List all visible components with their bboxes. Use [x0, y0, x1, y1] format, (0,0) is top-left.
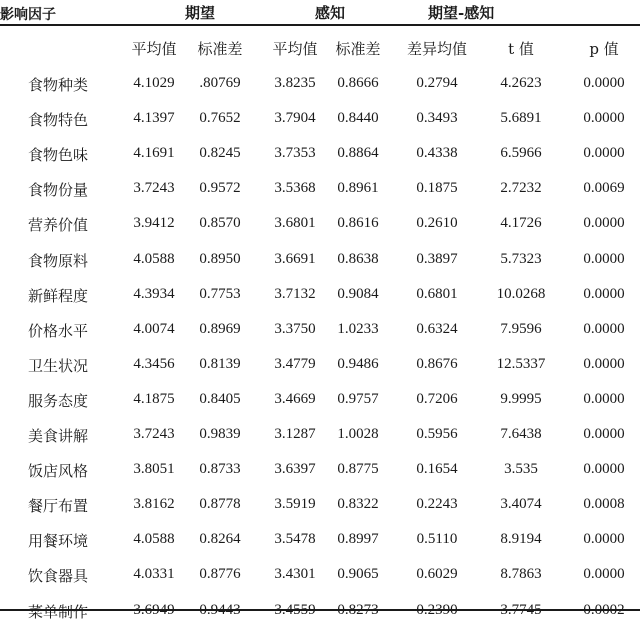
table-cell: 0.8245	[199, 145, 241, 162]
table-cell: 0.0000	[583, 461, 625, 478]
table-cell: 3.535	[504, 461, 538, 478]
table-cell: 3.4669	[274, 390, 316, 407]
table-cell: 0.2794	[416, 75, 458, 91]
table-cell: 1.0233	[337, 320, 379, 337]
group-header: 期望	[185, 4, 216, 22]
table-cell: 0.0000	[583, 390, 625, 407]
table-cell: 0.7652	[199, 110, 241, 127]
table-cell: 4.0331	[133, 566, 175, 583]
table-cell: 0.9572	[199, 180, 241, 197]
factor-label: 美食讲解	[28, 427, 89, 445]
table-cell: 3.7745	[500, 601, 542, 618]
table-cell: 4.1397	[133, 110, 175, 127]
table-cell: 3.6397	[274, 461, 316, 478]
table-cell: 3.9412	[133, 215, 175, 232]
table-cell: 3.1287	[274, 426, 316, 442]
table-cell: 0.8961	[337, 180, 379, 197]
group-header: 感知	[315, 4, 346, 22]
table-cell: 3.4559	[274, 601, 316, 618]
table-cell: 0.8616	[337, 215, 379, 232]
table-cell: 0.0000	[583, 215, 625, 232]
table-cell: 0.8264	[199, 531, 241, 548]
table-cell: 0.8676	[416, 355, 458, 372]
column-header: 平均值	[131, 40, 177, 58]
table-cell: 5.6891	[500, 110, 542, 127]
table-cell: 0.9839	[199, 426, 241, 442]
table-cell: 0.0069	[583, 180, 625, 197]
table-cell: 0.9486	[337, 355, 379, 372]
group-header: 期望-感知	[428, 4, 495, 22]
table-cell: 0.0000	[583, 75, 625, 91]
table-cell: 0.1654	[416, 461, 458, 478]
table-cell: 6.5966	[500, 145, 542, 162]
table-cell: 4.0588	[133, 531, 175, 548]
table-cell: .80769	[199, 75, 241, 91]
table-cell: 0.3897	[416, 250, 458, 267]
factor-label: 卫生状况	[28, 356, 89, 375]
table-cell: 0.9065	[337, 566, 379, 583]
table-cell: 4.3934	[133, 285, 175, 302]
table-cell: 0.6029	[416, 566, 458, 583]
table-cell: 0.0000	[583, 531, 625, 548]
table-cell: 0.8969	[199, 320, 241, 337]
table-cell: 3.4301	[274, 566, 316, 583]
table-cell: 0.6801	[416, 285, 458, 302]
table-cell: 7.9596	[500, 320, 542, 337]
factor-label: 服务态度	[28, 391, 89, 410]
factor-label: 食物色味	[28, 146, 89, 165]
table-cell: 0.8997	[337, 531, 379, 548]
table-cell: 0.0000	[583, 285, 625, 302]
table-cell: 0.0000	[583, 426, 625, 442]
table-cell: 3.7132	[274, 285, 316, 302]
table-cell: 4.1029	[133, 75, 175, 91]
table-cell: 0.8638	[337, 250, 379, 267]
table-cell: 0.0000	[583, 145, 625, 162]
table-cell: 3.4779	[274, 355, 316, 372]
table-cell: 0.8775	[337, 461, 379, 478]
table-cell: 0.0000	[583, 110, 625, 127]
table-cell: 0.9443	[199, 601, 241, 618]
table-cell: 0.0000	[583, 250, 625, 267]
factor-label: 价格水平	[28, 321, 89, 340]
factor-label: 餐厅布置	[28, 497, 89, 516]
table-cell: 0.2243	[416, 496, 458, 513]
table-cell: 0.5956	[416, 426, 458, 442]
table-cell: 4.1726	[500, 215, 542, 232]
table-cell: 0.8322	[337, 496, 379, 513]
table-cell: 0.7753	[199, 285, 241, 302]
table-cell: 0.7206	[416, 390, 458, 407]
table-cell: 0.0000	[583, 566, 625, 583]
table-cell: 3.6949	[133, 601, 175, 618]
factor-label: 食物份量	[28, 181, 89, 200]
table-cell: 0.8733	[199, 461, 241, 478]
table-cell: 0.8776	[199, 566, 241, 583]
table-cell: 4.0074	[133, 320, 175, 337]
table-cell: 9.9995	[500, 390, 542, 407]
table-cell: 3.8235	[274, 75, 316, 91]
column-header: t 值	[508, 40, 534, 58]
table-cell: 3.3750	[274, 320, 316, 337]
table-cell: 0.0000	[583, 355, 625, 372]
table-cell: 2.7232	[500, 180, 542, 197]
factor-label: 营养价值	[28, 216, 89, 235]
table-cell: 3.7353	[274, 145, 316, 162]
table-cell: 0.3493	[416, 110, 458, 127]
table-cell: 4.3456	[133, 355, 175, 372]
table-cell: 3.5478	[274, 531, 316, 548]
table-cell: 0.8778	[199, 496, 241, 513]
table-cell: 7.6438	[500, 426, 542, 442]
table-cell: 0.6324	[416, 320, 458, 337]
table-cell: 0.8950	[199, 250, 241, 267]
column-header: 标准差	[335, 40, 381, 58]
factor-label: 食物特色	[28, 111, 89, 130]
factor-label: 用餐环境	[28, 532, 89, 551]
table-cell: 3.8162	[133, 496, 175, 513]
table-cell: 3.4074	[500, 496, 542, 513]
factor-label: 菜单制作	[28, 602, 89, 621]
table-cell: 10.0268	[496, 285, 546, 302]
table-cell: 0.8864	[337, 145, 379, 162]
factor-label: 新鲜程度	[28, 286, 89, 305]
table-cell: 8.7863	[500, 566, 542, 583]
table-cell: 4.1875	[133, 390, 175, 407]
table-cell: 4.2623	[500, 75, 542, 91]
table-cell: 3.8051	[133, 461, 175, 478]
table-cell: 5.7323	[500, 250, 542, 267]
top-rule	[0, 24, 640, 26]
table-cell: 4.1691	[133, 145, 175, 162]
table-cell: 0.9084	[337, 285, 379, 302]
table-cell: 8.9194	[500, 531, 542, 548]
column-header: 平均值	[272, 40, 318, 58]
factor-label: 饮食器具	[28, 567, 89, 586]
table-cell: 12.5337	[496, 355, 546, 372]
table-cell: 3.7904	[274, 110, 316, 127]
factor-label: 食物种类	[28, 76, 89, 94]
table-cell: 0.8273	[337, 601, 379, 618]
factor-label: 食物原料	[28, 251, 89, 270]
table-cell: 0.8570	[199, 215, 241, 232]
table-cell: 3.6801	[274, 215, 316, 232]
table-cell: 0.2390	[416, 601, 458, 618]
table-cell: 0.4338	[416, 145, 458, 162]
table-cell: 0.1875	[416, 180, 458, 197]
table-cell: 3.7243	[133, 426, 175, 442]
table-cell: 0.8139	[199, 355, 241, 372]
factor-label: 饭店风格	[28, 462, 89, 481]
table-cell: 0.0002	[583, 601, 625, 618]
column-header: 标准差	[197, 40, 243, 58]
table-cell: 0.9757	[337, 390, 379, 407]
table-cell: 4.0588	[133, 250, 175, 267]
table-cell: 0.5110	[416, 531, 458, 548]
table-cell: 3.5368	[274, 180, 316, 197]
corner-label: 影响因子	[0, 7, 56, 23]
table-cell: 0.8440	[337, 110, 379, 127]
column-header: p 值	[589, 40, 619, 58]
table-cell: 3.6691	[274, 250, 316, 267]
table-cell: 0.0000	[583, 320, 625, 337]
table-cell: 0.8666	[337, 75, 379, 91]
table-cell: 3.5919	[274, 496, 316, 513]
table-cell: 0.8405	[199, 390, 241, 407]
table-cell: 0.2610	[416, 215, 458, 232]
table-cell: 1.0028	[337, 426, 379, 442]
table-cell: 3.7243	[133, 180, 175, 197]
column-header: 差异均值	[406, 40, 468, 58]
table-cell: 0.0008	[583, 496, 625, 513]
